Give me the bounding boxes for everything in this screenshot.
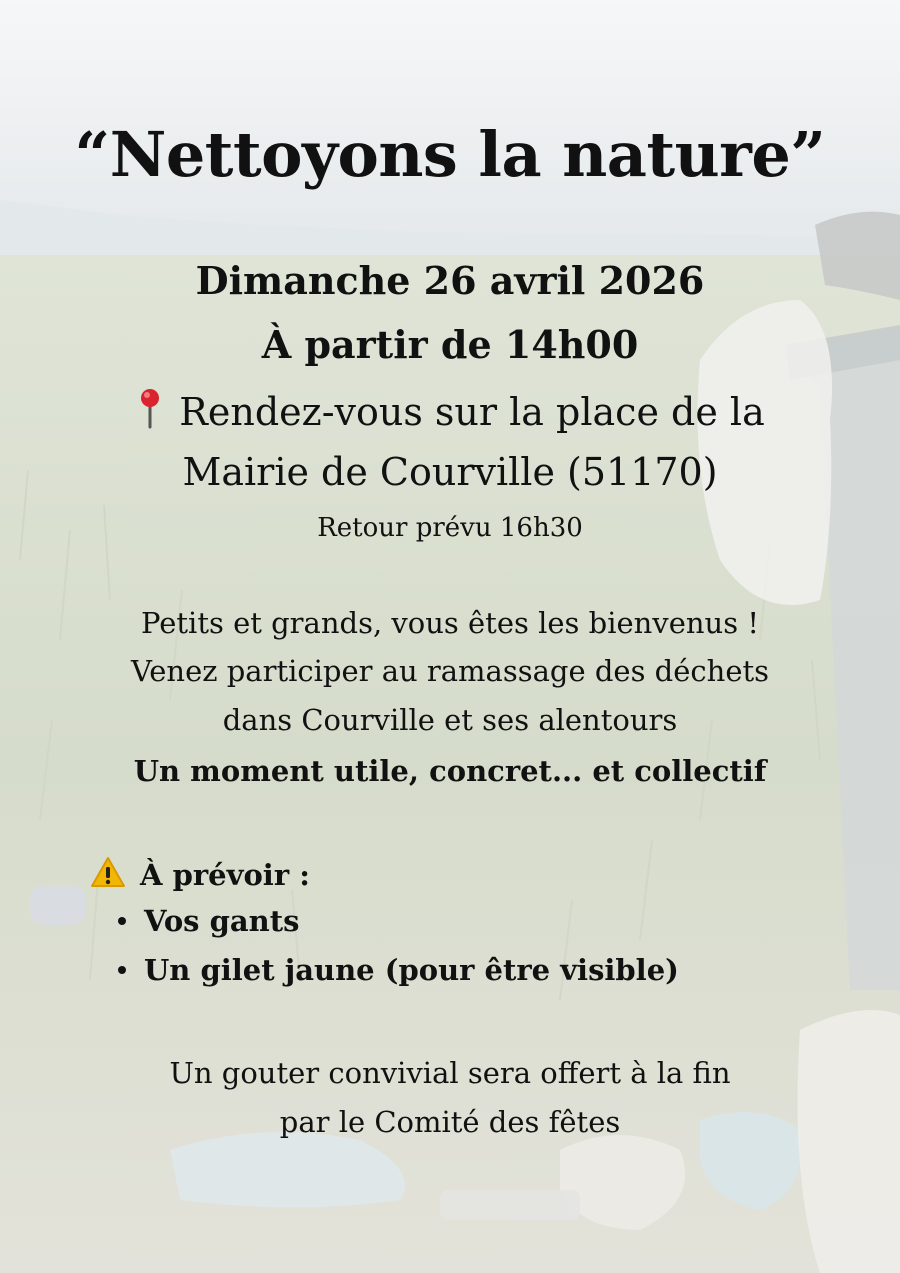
warning-icon — [90, 856, 126, 888]
checklist-heading — [90, 856, 310, 892]
map-pin-icon — [135, 387, 165, 429]
location-line-2: Mairie de Courville (51170) — [182, 450, 718, 494]
intro-line-2: Venez participer au ramassage des déchets — [130, 654, 770, 688]
checklist-item — [118, 953, 679, 1002]
intro-line-3: dans Courville et ses alentours — [222, 703, 678, 737]
bullet — [118, 917, 126, 925]
checklist-item-text: Vos gants — [144, 904, 300, 938]
event-time: À partir de 14h00 — [261, 322, 639, 367]
checklist-heading-text: À prévoir : — [140, 858, 310, 892]
footer-line-1: Un gouter convivial sera offert à la fin — [169, 1056, 731, 1090]
checklist-item — [118, 904, 679, 953]
checklist-item-text: Un gilet jaune (pour être visible) — [144, 953, 679, 987]
bullet — [118, 966, 126, 974]
checklist — [118, 904, 679, 1002]
return-time: Retour prévu 16h30 — [317, 513, 583, 543]
footer-line-2: par le Comité des fêtes — [279, 1105, 621, 1139]
event-date: Dimanche 26 avril 2026 — [195, 258, 705, 303]
location-line-1 — [0, 387, 900, 434]
location-text-1: Rendez-vous sur la place de la — [179, 390, 765, 434]
intro-tagline: Un moment utile, concret... et collectif — [133, 754, 767, 788]
poster-title: “Nettoyons la nature” — [74, 118, 826, 191]
intro-line-1: Petits et grands, vous êtes les bienvenus ! — [141, 606, 759, 640]
